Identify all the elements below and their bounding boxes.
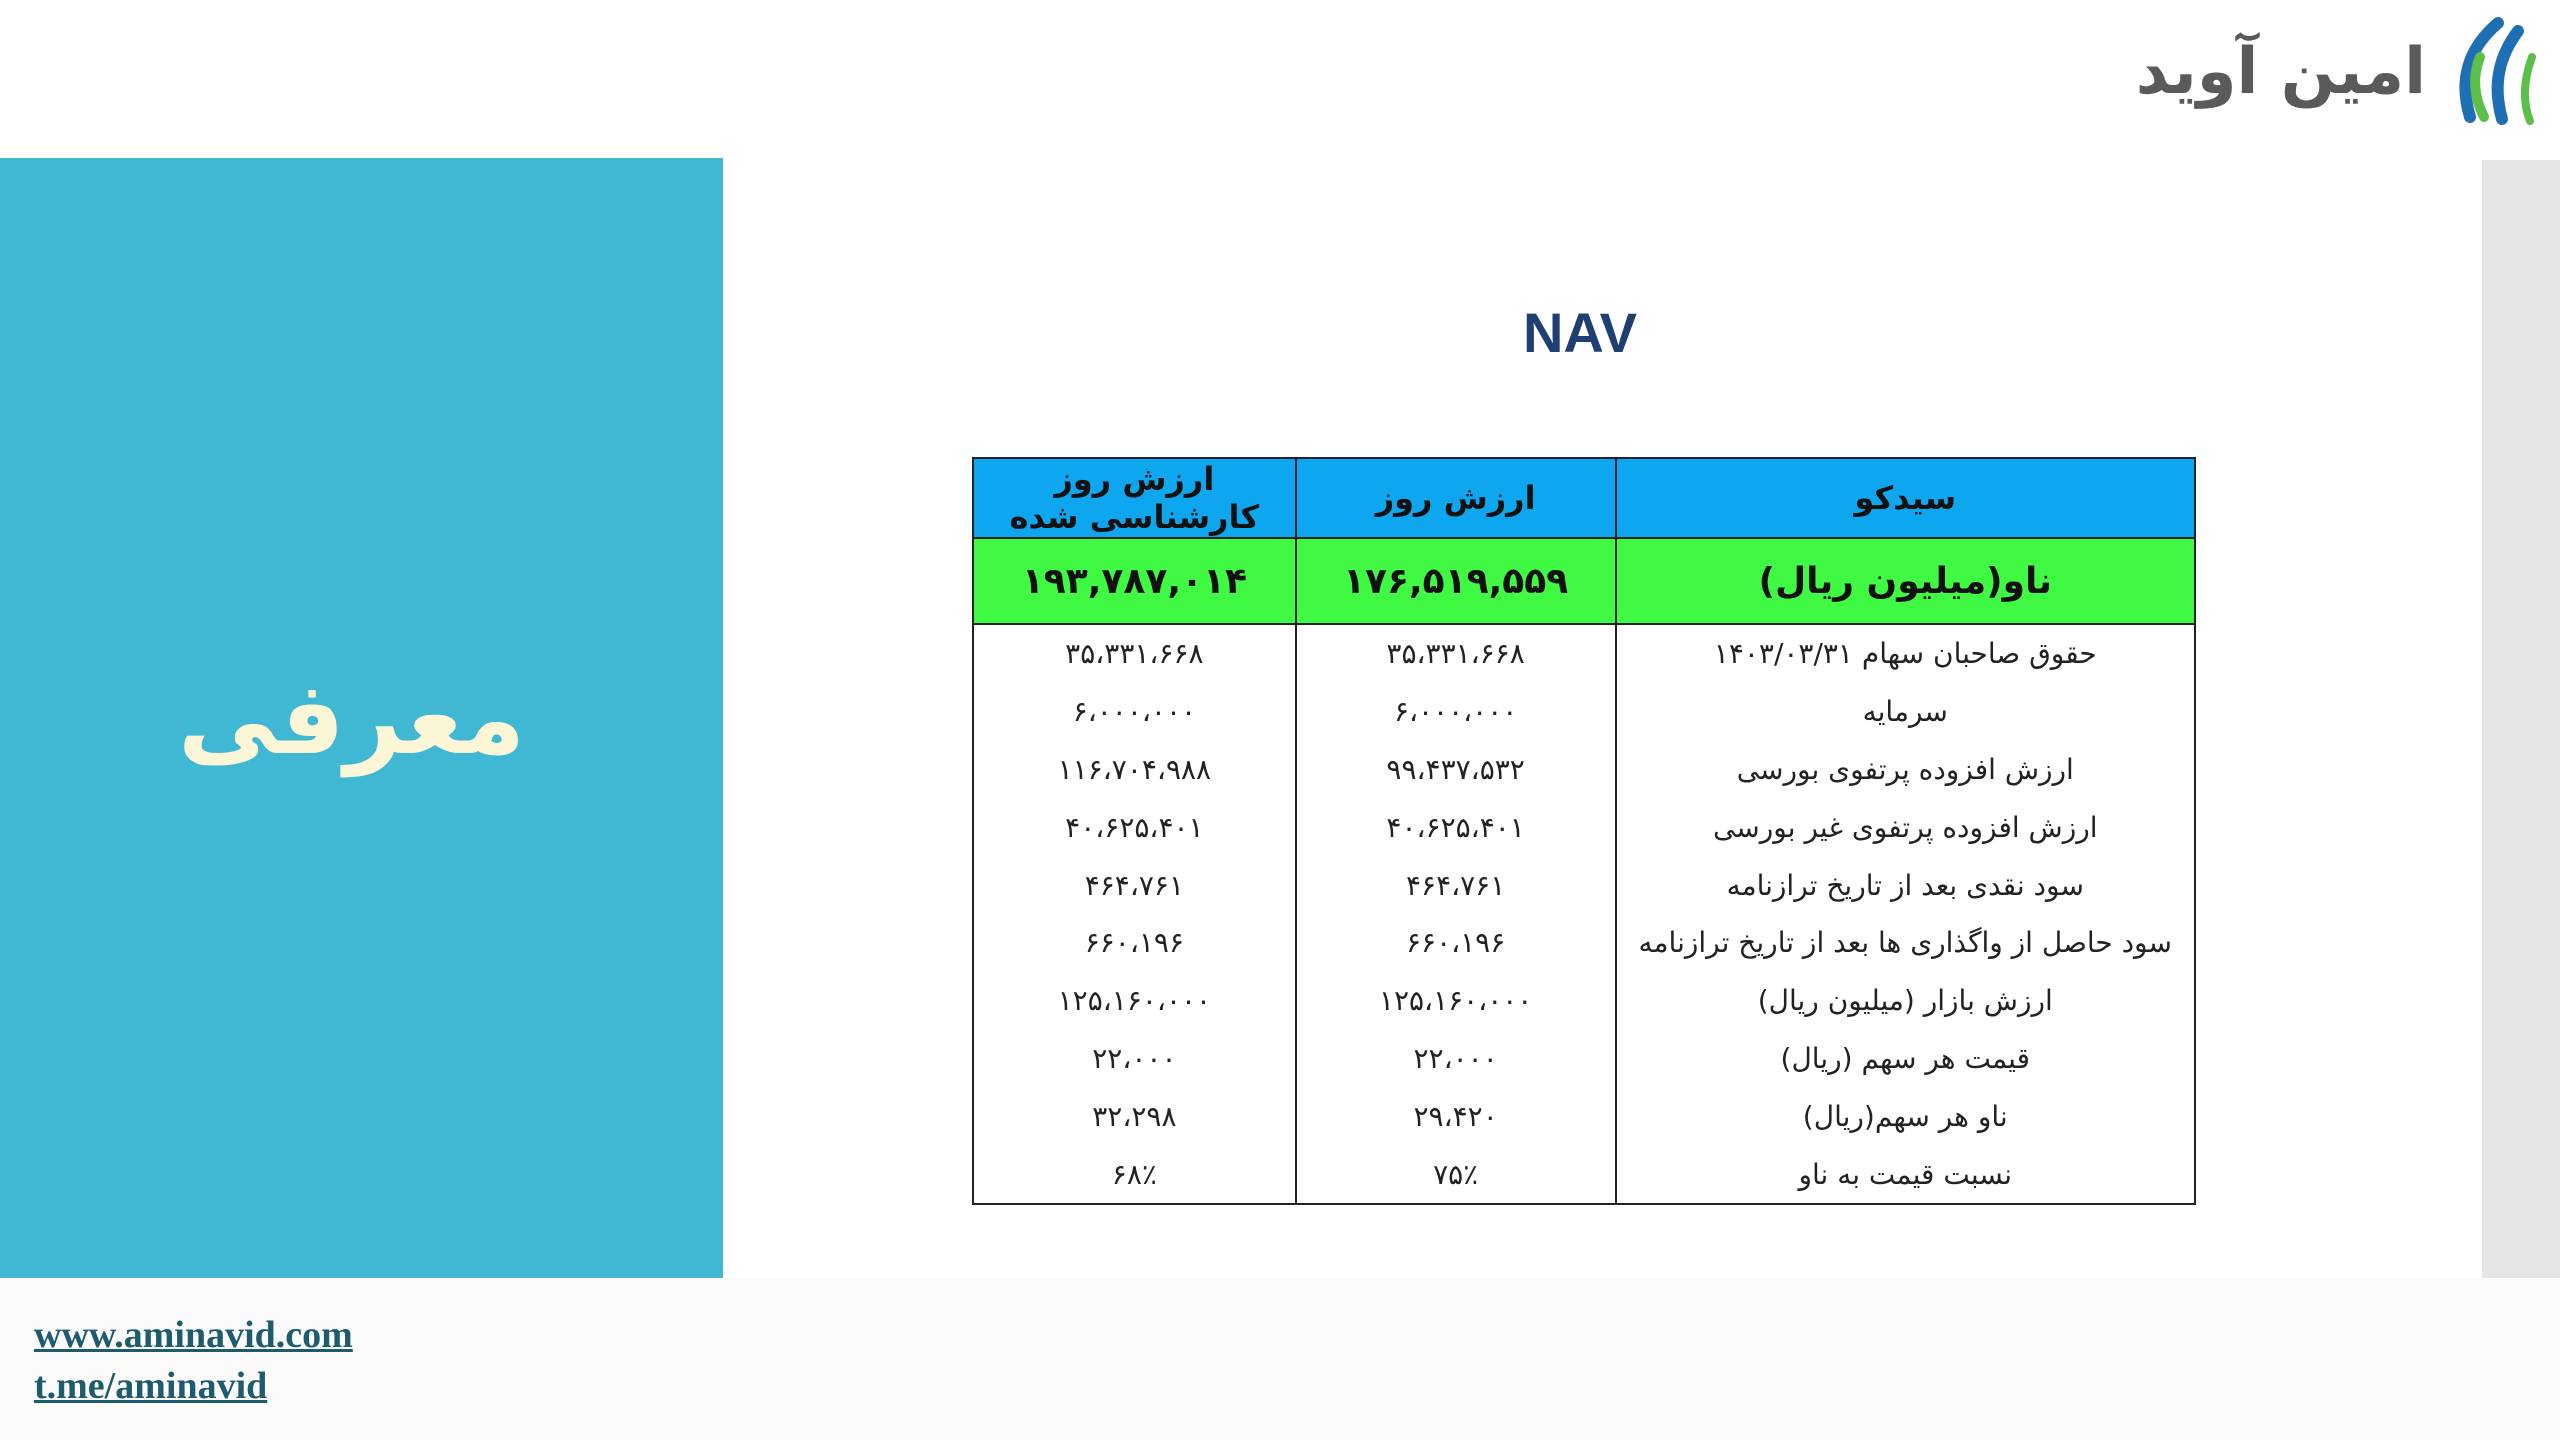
aminavid-logo-icon [2440,17,2540,127]
table-row [973,741,2195,799]
row-market-value: ۱۲۵،۱۶۰،۰۰۰ [1296,972,1616,1030]
table-row [973,798,2195,856]
row-market-value: ۳۵،۳۳۱،۶۶۸ [1296,624,1616,683]
row-appraised-value: ۱۲۵،۱۶۰،۰۰۰ [973,972,1296,1030]
row-label: قیمت هر سهم (ریال) [1616,1030,2195,1088]
row-label: ارزش افزوده پرتفوی بورسی [1616,741,2195,799]
table-row [973,914,2195,972]
row-market-value: ۴۰،۶۲۵،۴۰۱ [1296,798,1616,856]
row-market-value: ۷۵٪ [1296,1145,1616,1204]
nav-market-value: ۱۷۶,۵۱۹,۵۵۹ [1296,538,1616,624]
header-market-value: ارزش روز [1296,458,1616,538]
section-panel [0,158,723,1278]
row-appraised-value: ۶۶۰،۱۹۶ [973,914,1296,972]
row-label: سود نقدی بعد از تاریخ ترازنامه [1616,856,2195,914]
row-appraised-value: ۳۲،۲۹۸ [973,1087,1296,1145]
row-appraised-value: ۴۶۴،۷۶۱ [973,856,1296,914]
row-label: نسبت قیمت به ناو [1616,1145,2195,1204]
row-label: ارزش بازار (میلیون ریال) [1616,972,2195,1030]
row-market-value: ۶۶۰،۱۹۶ [1296,914,1616,972]
row-label: حقوق صاحبان سهام ۱۴۰۳/۰۳/۳۱ [1616,624,2195,683]
nav-label: ناو(میلیون ریال) [1616,538,2195,624]
header-appraised-value: ارزش روز کارشناسی شده [973,458,1296,538]
row-market-value: ۲۹،۴۲۰ [1296,1087,1616,1145]
table-row [973,624,2195,683]
header-company: سیدکو [1616,458,2195,538]
table-row [973,1030,2195,1088]
row-appraised-value: ۴۰،۶۲۵،۴۰۱ [973,798,1296,856]
row-market-value: ۶،۰۰۰،۰۰۰ [1296,683,1616,741]
brand-logo [2120,12,2540,132]
row-label: سود حاصل از واگذاری ها بعد از تاریخ ترازنامه [1616,914,2195,972]
table-row [973,683,2195,741]
row-label: ناو هر سهم(ریال) [1616,1087,2195,1145]
slide-title: NAV [1522,301,1638,364]
row-market-value: ۲۲،۰۰۰ [1296,1030,1616,1088]
telegram-link[interactable]: t.me/aminavid [34,1365,268,1407]
nav-summary-row [973,538,2195,624]
row-market-value: ۹۹،۴۳۷،۵۳۲ [1296,741,1616,799]
row-appraised-value: ۶،۰۰۰،۰۰۰ [973,683,1296,741]
row-appraised-value: ۲۲،۰۰۰ [973,1030,1296,1088]
footer-bar [0,1278,2560,1440]
table-row [973,1145,2195,1204]
table-row [973,856,2195,914]
row-appraised-value: ۳۵،۳۳۱،۶۶۸ [973,624,1296,683]
table-row [973,972,2195,1030]
logo-text: امین آوید [2135,35,2426,109]
row-appraised-value: ۱۱۶،۷۰۴،۹۸۸ [973,741,1296,799]
table-header-row [973,458,2195,538]
table-row [973,1087,2195,1145]
website-link[interactable]: www.aminavid.com [34,1314,353,1356]
section-title: معرفی [177,659,526,777]
nav-appraised-value: ۱۹۳,۷۸۷,۰۱۴ [973,538,1296,624]
row-appraised-value: ۶۸٪ [973,1145,1296,1204]
row-market-value: ۴۶۴،۷۶۱ [1296,856,1616,914]
row-label: سرمایه [1616,683,2195,741]
row-label: ارزش افزوده پرتفوی غیر بورسی [1616,798,2195,856]
side-strip [2482,160,2560,1278]
nav-table [972,457,2196,1205]
